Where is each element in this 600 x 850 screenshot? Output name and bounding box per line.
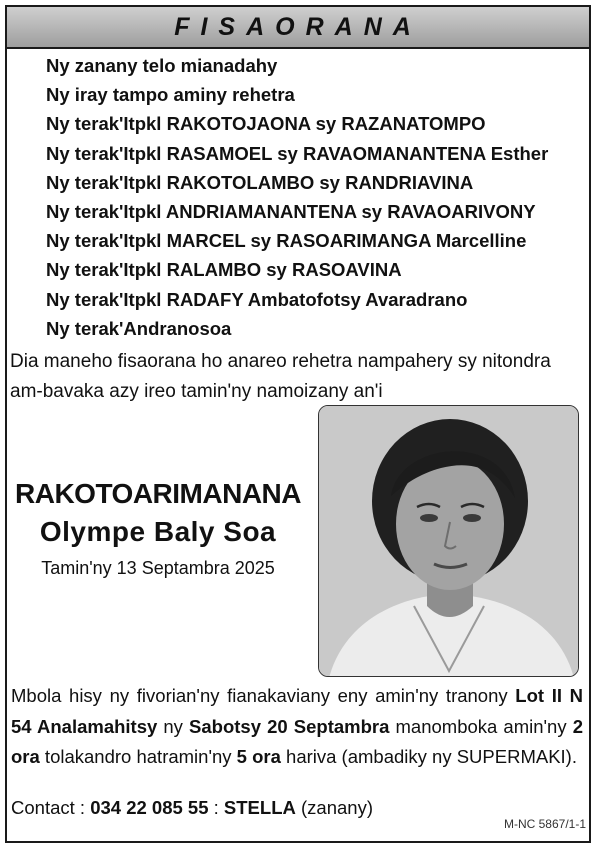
contact-phone: 034 22 085 55 xyxy=(90,797,209,818)
family-line: Ny terak'Itpkl RASAMOEL sy RAVAOMANANTENA Esther xyxy=(46,142,549,164)
funeral-text: manomboka amin'ny xyxy=(389,715,573,737)
funeral-text: hariva (ambadiky ny SUPERMAKI). xyxy=(280,746,577,767)
family-line: Ny terak'Itpkl RALAMBO sy RASOAVINA xyxy=(46,259,402,281)
family-list xyxy=(46,51,548,343)
funeral-text: ny xyxy=(157,715,190,737)
reference-code: M-NC 5867/1-1 xyxy=(503,817,586,831)
funeral-address: Lot II N 54 Analamahitsy xyxy=(11,685,584,737)
death-date: Tamin'ny 13 Septambra 2025 xyxy=(41,558,275,578)
funeral-text: tolakandro hatramin'ny xyxy=(39,746,237,767)
family-line: Ny terak'Itpkl RAKOTOJAONA sy RAZANATOMPO xyxy=(46,113,486,135)
thanks-paragraph: Dia maneho fisaorana ho anareo rehetra nampahery sy nitondra am-bavaka azy ireo tamin'ny namoizany an'i xyxy=(10,351,551,402)
funeral-end-time: 5 ora xyxy=(236,746,281,767)
family-line: Ny terak'Andranosoa xyxy=(46,317,232,339)
contact-separator: : xyxy=(208,797,224,818)
family-line: Ny iray tampo aminy rehetra xyxy=(46,84,295,106)
notice-title: FISAORANA xyxy=(174,12,422,41)
portrait-photo xyxy=(318,405,579,677)
family-line: Ny terak'Itpkl RAKOTOLAMBO sy RANDRIAVINA xyxy=(46,171,474,193)
deceased-surname: RAKOTOARIMANANA xyxy=(15,478,301,509)
contact-name: STELLA xyxy=(223,797,296,818)
funeral-details xyxy=(11,681,583,773)
family-line: Ny terak'Itpkl RADAFY Ambatofotsy Avaradrano xyxy=(46,288,468,310)
header-band xyxy=(7,7,589,49)
contact-label: Contact : xyxy=(11,797,91,818)
funeral-text: Mbola hisy ny fivorian'ny fianakaviany eny amin'ny tranony xyxy=(11,685,516,706)
funeral-start-time: 2 ora xyxy=(11,715,583,767)
deceased-firstname: Olympe Baly Soa xyxy=(39,516,277,547)
family-line: Ny zanany telo mianadahy xyxy=(46,55,278,76)
contact-line xyxy=(11,797,373,819)
contact-relation: (zanany) xyxy=(295,797,373,818)
portrait-illustration xyxy=(319,406,579,677)
family-line: Ny terak'Itpkl MARCEL sy RASOARIMANGA Marcelline xyxy=(46,230,527,252)
funeral-day: Sabotsy 20 Septambra xyxy=(189,715,390,737)
deceased-block xyxy=(8,478,308,579)
family-line: Ny terak'Itpkl ANDRIAMANANTENA sy RAVAOARIVONY xyxy=(46,201,536,223)
